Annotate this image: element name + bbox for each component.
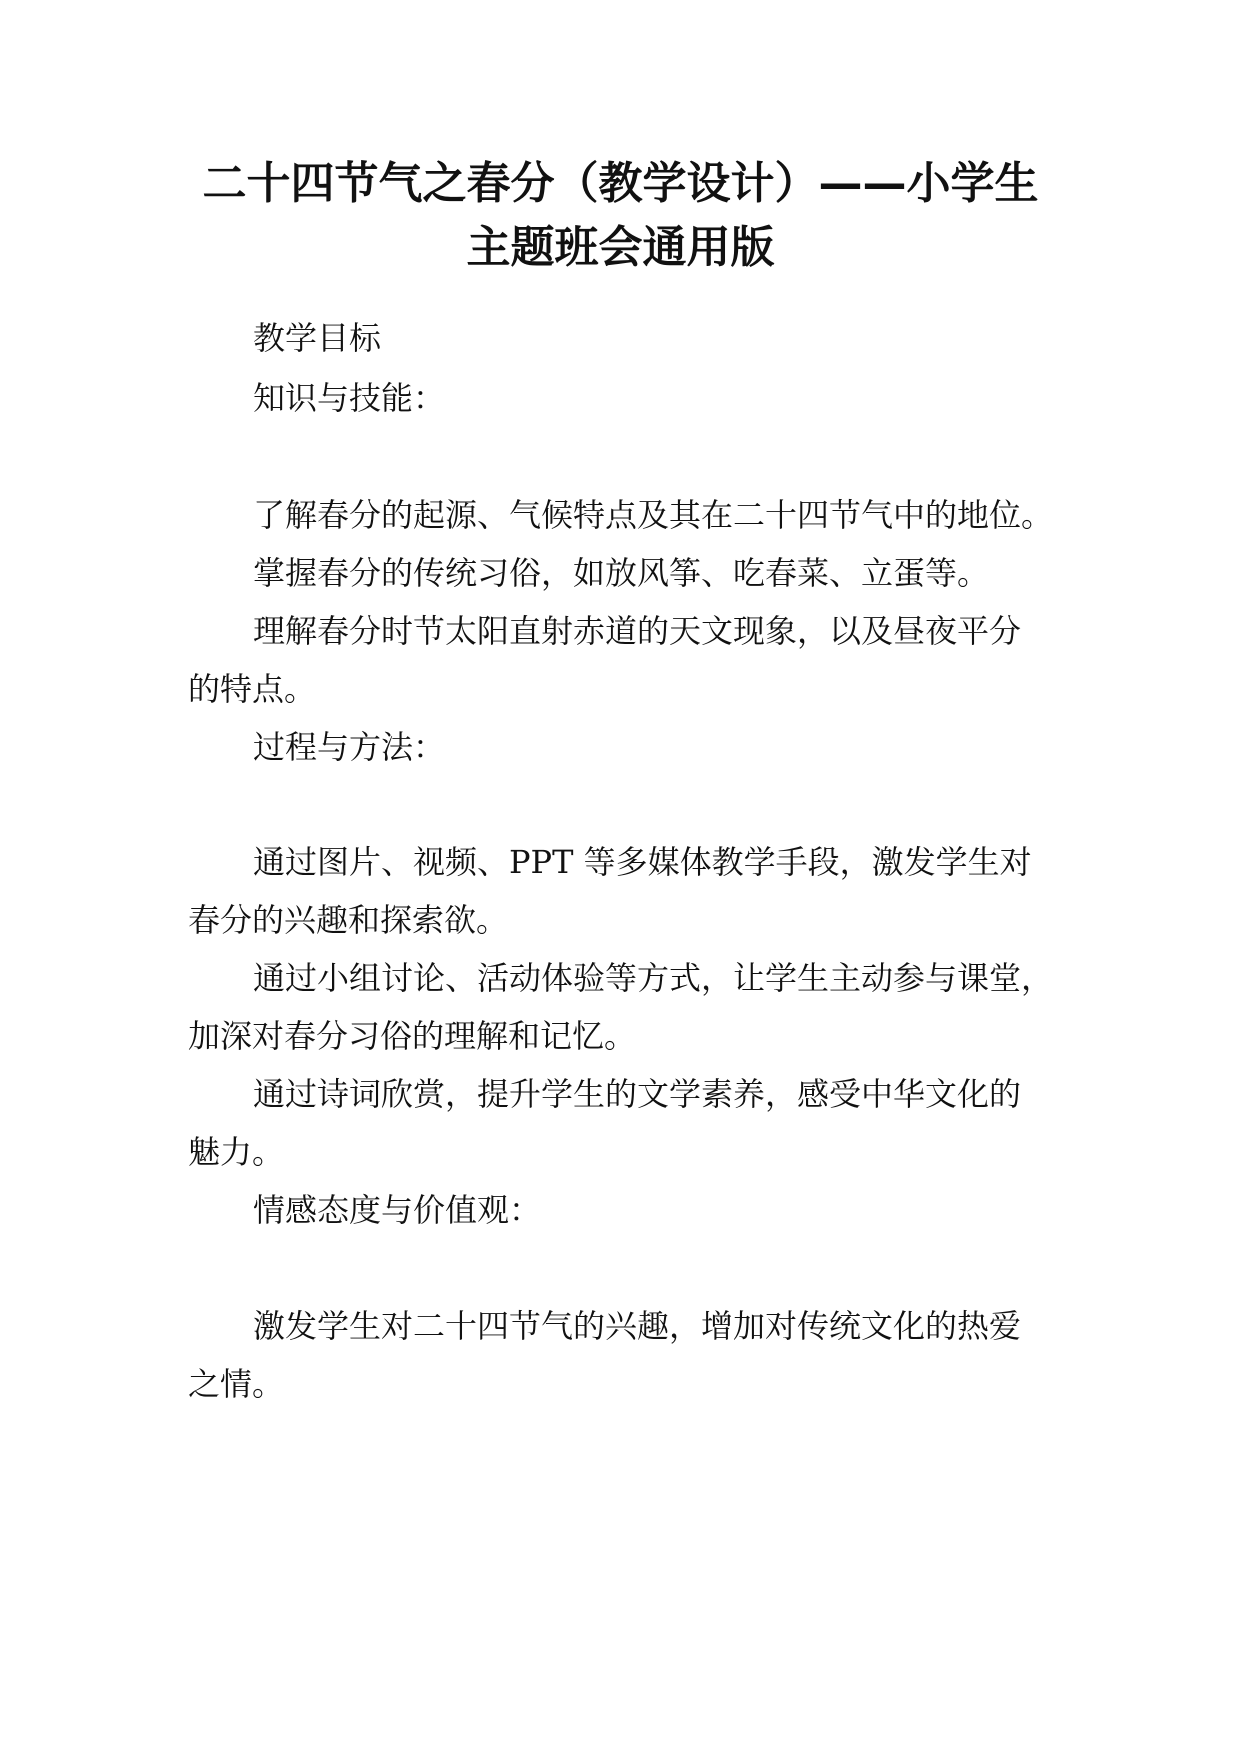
subheading-knowledge-skills: 知识与技能： (253, 379, 446, 417)
paragraph-line: 理解春分时节太阳直射赤道的天文现象，以及昼夜平分 (253, 612, 1022, 650)
paragraph-line: 魅力。 (188, 1133, 285, 1171)
paragraph-line: 之情。 (188, 1365, 285, 1403)
paragraph-line: 通过小组讨论、活动体验等方式，让学生主动参与课堂， (253, 959, 1054, 997)
paragraph-line: 掌握春分的传统习俗，如放风筝、吃春菜、立蛋等。 (253, 554, 990, 592)
paragraph-line: 的特点。 (188, 670, 317, 708)
subheading-process-methods: 过程与方法： (253, 728, 446, 766)
paragraph-line: 通过诗词欣赏，提升学生的文学素养，感受中华文化的 (253, 1075, 1022, 1113)
section-heading-teaching-goals: 教学目标 (253, 319, 382, 357)
paragraph-line: 春分的兴趣和探索欲。 (188, 901, 509, 939)
document-title-line-2: 主题班会通用版 (466, 222, 775, 273)
paragraph-line: 激发学生对二十四节气的兴趣，增加对传统文化的热爱 (253, 1307, 1022, 1345)
subheading-emotion-values: 情感态度与价值观： (253, 1191, 542, 1229)
paragraph-line: 了解春分的起源、气候特点及其在二十四节气中的地位。 (253, 496, 1054, 534)
paragraph-line: 加深对春分习俗的理解和记忆。 (188, 1017, 637, 1055)
document-title-line-1: 二十四节气之春分（教学设计）——小学生 (202, 158, 1039, 209)
paragraph-line: 通过图片、视频、PPT 等多媒体教学手段，激发学生对 (253, 843, 1032, 881)
